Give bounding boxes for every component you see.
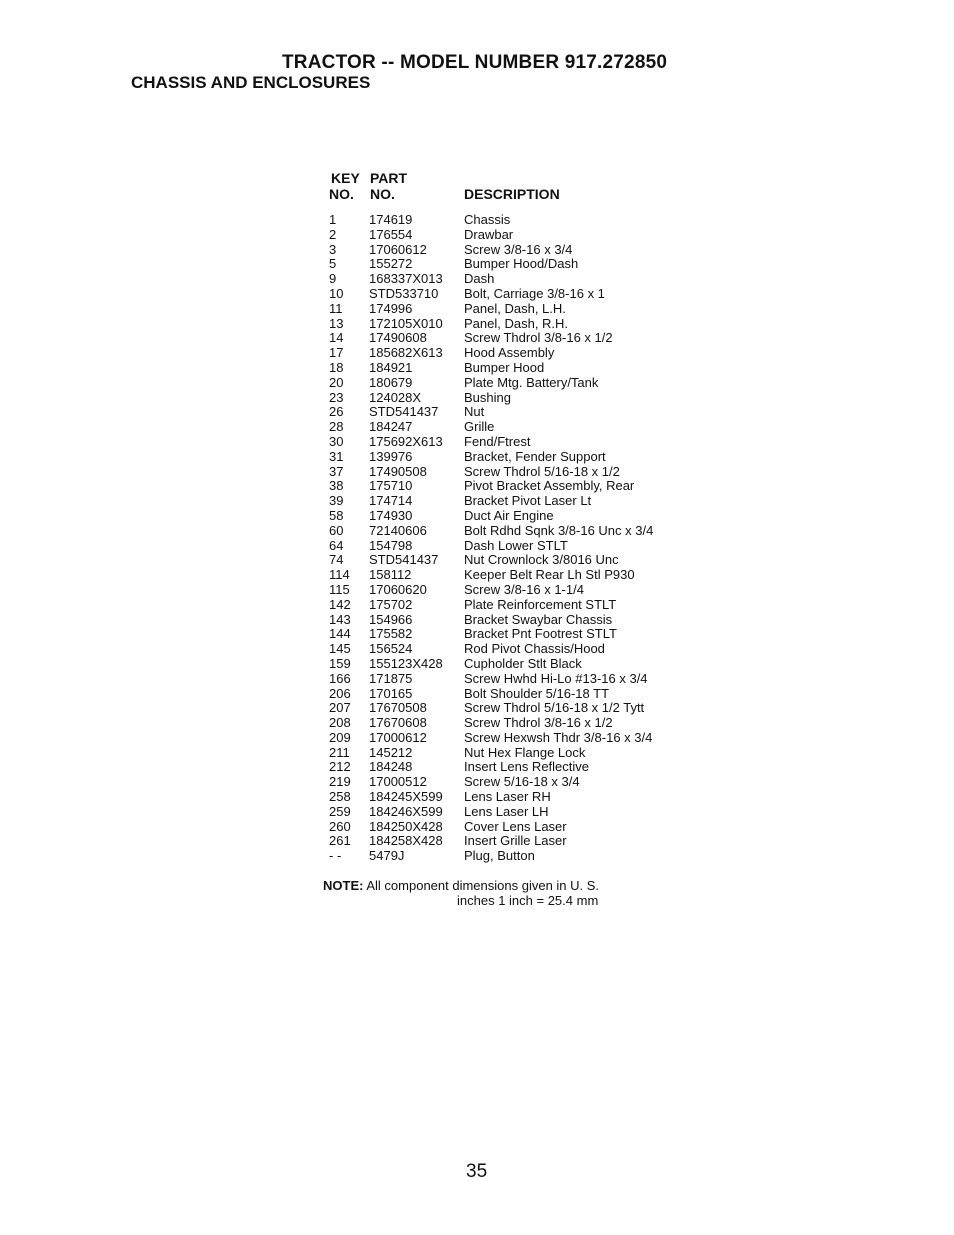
description: Nut Crownlock 3/8016 Unc [464, 552, 619, 568]
key-no: 206 [329, 685, 351, 701]
key-no: 211 [329, 744, 350, 760]
part-no: 154966 [369, 611, 413, 627]
note-label: NOTE: [323, 878, 364, 893]
table-row [329, 626, 749, 641]
part-no: 17000512 [369, 774, 427, 790]
key-no: 259 [329, 803, 351, 819]
table-row [329, 256, 749, 271]
part-no: 185682X613 [369, 345, 443, 361]
table-row [329, 316, 749, 331]
key-no: 114 [329, 567, 350, 583]
table-row [329, 286, 749, 301]
key-no: 26 [329, 404, 344, 420]
part-header-bottom: NO. [370, 186, 395, 202]
part-no: 154798 [369, 537, 413, 553]
description: Lens Laser RH [464, 789, 551, 805]
table-row [329, 345, 749, 360]
key-no: 115 [329, 581, 350, 597]
description: Plate Reinforcement STLT [464, 596, 617, 612]
part-no: 155123X428 [369, 655, 443, 671]
table-row [329, 360, 749, 375]
part-no: 5479J [369, 848, 405, 864]
table-row [329, 730, 749, 745]
description: Chassis [464, 212, 511, 227]
section-title: CHASSIS AND ENCLOSURES [131, 73, 371, 92]
part-no: 184250X428 [369, 818, 443, 834]
table-row [329, 227, 749, 242]
description: Nut Hex Flange Lock [464, 744, 586, 760]
table-row [329, 390, 749, 405]
table-row [329, 434, 749, 449]
part-no: 175710 [369, 478, 413, 494]
description: Screw 3/8-16 x 1-1/4 [464, 581, 584, 597]
key-no: 28 [329, 419, 344, 435]
description: Bumper Hood/Dash [464, 256, 579, 272]
description: Insert Grille Laser [464, 833, 567, 849]
description: Cover Lens Laser [464, 818, 567, 834]
key-no: 10 [329, 285, 344, 301]
part-no: 158112 [369, 567, 412, 583]
table-row [329, 523, 749, 538]
part-no: 17670508 [369, 700, 427, 716]
part-no: 174930 [369, 507, 413, 523]
description: Hood Assembly [464, 345, 555, 361]
description: Screw Thdrol 5/16-18 x 1/2 [464, 463, 620, 479]
key-no: 260 [329, 818, 351, 834]
description: Screw Hexwsh Thdr 3/8-16 x 3/4 [464, 729, 653, 745]
key-no: - - [329, 848, 342, 864]
parts-list [329, 212, 749, 863]
description: Bolt, Carriage 3/8-16 x 1 [464, 285, 605, 301]
description: Screw 5/16-18 x 3/4 [464, 774, 580, 790]
table-row [329, 641, 749, 656]
key-no: 145 [329, 641, 351, 657]
key-no: 38 [329, 478, 344, 494]
table-row [329, 848, 749, 863]
table-row [329, 671, 749, 686]
table-row [329, 271, 749, 286]
table-row [329, 508, 749, 523]
key-no: 142 [329, 596, 351, 612]
key-no: 17 [329, 345, 344, 361]
part-no: 17060612 [369, 241, 427, 257]
part-no: 184245X599 [369, 789, 443, 805]
key-header-bottom: NO. [329, 186, 354, 202]
key-no: 18 [329, 359, 344, 375]
table-row [329, 597, 749, 612]
description: Bracket Pivot Laser Lt [464, 493, 592, 509]
table-row [329, 819, 749, 834]
key-no: 2 [329, 226, 337, 242]
part-no: 175702 [369, 596, 413, 612]
description: Keeper Belt Rear Lh Stl P930 [464, 567, 635, 583]
key-no: 30 [329, 433, 344, 449]
part-no: 17060620 [369, 581, 427, 597]
table-row [329, 759, 749, 774]
key-no: 144 [329, 626, 351, 642]
table-row [329, 745, 749, 760]
description: Screw Hwhd Hi-Lo #13-16 x 3/4 [464, 670, 648, 686]
table-row [329, 686, 749, 701]
key-no: 58 [329, 507, 344, 523]
part-no: 171875 [369, 670, 413, 686]
part-no: 184246X599 [369, 803, 443, 819]
description: Panel, Dash, L.H. [464, 300, 566, 316]
table-row [329, 478, 749, 493]
key-no: 39 [329, 493, 344, 509]
key-no: 207 [329, 700, 351, 716]
key-no: 20 [329, 374, 344, 390]
key-no: 258 [329, 789, 351, 805]
table-row [329, 715, 749, 730]
key-no: 14 [329, 330, 344, 346]
key-header-top: KEY [331, 170, 360, 186]
description: Fend/Ftrest [464, 433, 531, 449]
table-row [329, 789, 749, 804]
part-no: 174714 [369, 493, 413, 509]
description: Drawbar [464, 226, 514, 242]
page-title: TRACTOR -- MODEL NUMBER 917.272850 [282, 52, 668, 73]
table-row [329, 656, 749, 671]
key-no: 3 [329, 241, 337, 257]
table-row [329, 538, 749, 553]
part-no: 139976 [369, 448, 413, 464]
description: Pivot Bracket Assembly, Rear [464, 478, 635, 494]
key-no: 23 [329, 389, 344, 405]
part-no: 124028X [369, 389, 422, 405]
description: Bolt Shoulder 5/16-18 TT [464, 685, 610, 701]
description: Dash Lower STLT [464, 537, 568, 553]
key-no: 209 [329, 729, 351, 745]
key-no: 143 [329, 611, 351, 627]
table-row [329, 493, 749, 508]
table-row [329, 464, 749, 479]
table-row [329, 330, 749, 345]
description: Bolt Rdhd Sqnk 3/8-16 Unc x 3/4 [464, 522, 654, 538]
part-no: STD541437 [369, 552, 439, 568]
table-row [329, 833, 749, 848]
page-number: 35 [466, 1161, 488, 1182]
part-no: 168337X013 [369, 271, 443, 287]
key-no: 11 [329, 300, 343, 316]
key-no: 208 [329, 715, 351, 731]
note-line2: inches 1 inch = 25.4 mm [457, 893, 599, 908]
note [323, 878, 599, 893]
part-no: 176554 [369, 226, 413, 242]
table-row [329, 700, 749, 715]
part-no: 184258X428 [369, 833, 443, 849]
key-no: 5 [329, 256, 337, 272]
table-row [329, 582, 749, 597]
table-row [329, 375, 749, 390]
part-no: 17490608 [369, 330, 427, 346]
description: Lens Laser LH [464, 803, 549, 819]
part-no: 17490508 [369, 463, 427, 479]
table-row [329, 419, 749, 434]
table-row [329, 804, 749, 819]
description: Screw Thdrol 3/8-16 x 1/2 [464, 330, 613, 346]
table-row [329, 612, 749, 627]
key-no: 31 [329, 448, 344, 464]
key-no: 219 [329, 774, 351, 790]
table-row [329, 552, 749, 567]
description: Plug, Button [464, 848, 535, 864]
description: Grille [464, 419, 495, 435]
table-row [329, 301, 749, 316]
part-no: 145212 [369, 744, 413, 760]
key-no: 60 [329, 522, 344, 538]
key-no: 159 [329, 655, 351, 671]
note-line1: All component dimensions given in U. S. [366, 878, 600, 893]
part-no: 172105X010 [369, 315, 443, 331]
description: Screw 3/8-16 x 3/4 [464, 241, 573, 257]
key-no: 1 [329, 212, 337, 227]
key-no: 37 [329, 463, 344, 479]
description: Bumper Hood [464, 359, 545, 375]
description: Bushing [464, 389, 511, 405]
table-row [329, 404, 749, 419]
description: Insert Lens Reflective [464, 759, 590, 775]
key-no: 64 [329, 537, 344, 553]
part-no: 170165 [369, 685, 413, 701]
table-row [329, 567, 749, 582]
part-no: 180679 [369, 374, 413, 390]
key-no: 166 [329, 670, 351, 686]
description: Bracket Swaybar Chassis [464, 611, 613, 627]
part-no: 175582 [369, 626, 413, 642]
description: Dash [464, 271, 495, 287]
description-header: DESCRIPTION [464, 186, 560, 202]
description: Cupholder Stlt Black [464, 655, 582, 671]
part-no: 184248 [369, 759, 413, 775]
description: Bracket Pnt Footrest STLT [464, 626, 617, 642]
part-no: 72140606 [369, 522, 427, 538]
table-row [329, 774, 749, 789]
description: Bracket, Fender Support [464, 448, 606, 464]
table-row [329, 242, 749, 257]
part-no: 175692X613 [369, 433, 443, 449]
part-header-top: PART [370, 170, 408, 186]
part-no: 156524 [369, 641, 413, 657]
part-no: STD541437 [369, 404, 439, 420]
description: Screw Thdrol 5/16-18 x 1/2 Tytt [464, 700, 645, 716]
part-no: 184247 [369, 419, 413, 435]
key-no: 13 [329, 315, 344, 331]
key-no: 261 [329, 833, 351, 849]
part-no: 17000612 [369, 729, 427, 745]
part-no: STD533710 [369, 285, 439, 301]
part-no: 17670608 [369, 715, 427, 731]
table-row [329, 449, 749, 464]
description: Nut [464, 404, 485, 420]
part-no: 174619 [369, 212, 413, 227]
part-no: 174996 [369, 300, 413, 316]
key-no: 74 [329, 552, 344, 568]
description: Panel, Dash, R.H. [464, 315, 569, 331]
part-no: 155272 [369, 256, 413, 272]
description: Rod Pivot Chassis/Hood [464, 641, 605, 657]
description: Screw Thdrol 3/8-16 x 1/2 [464, 715, 613, 731]
key-no: 212 [329, 759, 351, 775]
description: Plate Mtg. Battery/Tank [464, 374, 599, 390]
description: Duct Air Engine [464, 507, 554, 523]
table-row [329, 212, 749, 227]
key-no: 9 [329, 271, 337, 287]
part-no: 184921 [369, 359, 413, 375]
